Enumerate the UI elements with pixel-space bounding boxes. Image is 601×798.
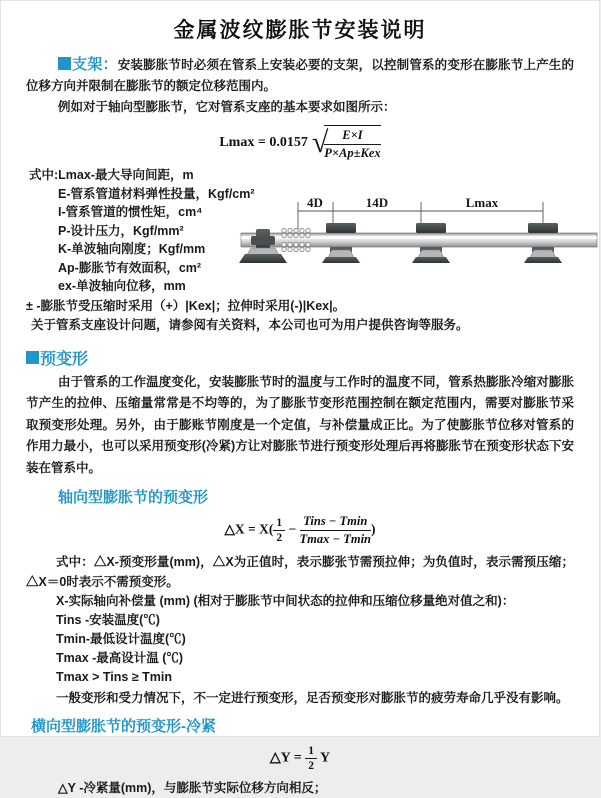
formula2-rhs: ) [371, 521, 376, 537]
support-section-label [58, 56, 118, 73]
definition-item: I-管系管道的惯性矩，cm⁴ [58, 205, 203, 219]
formula2-minus: − [288, 521, 297, 537]
formula2-temp-fraction: $\frac{\text{Tins − Tmin}}{Tmax - Tmin}$ [299, 514, 371, 546]
formula2-where-line: 式中：△X-预变形量(mm)，△X为正值时，表示膨张节需预拉伸；为负值时，表示需预压缩；△X＝0时表示不需预变形。 [26, 555, 574, 589]
formula2-lhs: △X = X( [224, 521, 274, 537]
formula3-half-fraction: $\frac{1}{2}$ [305, 745, 317, 772]
dim-label-lmax: Lmax [465, 195, 499, 210]
predeform-paragraph: 由于管系的工作温度变化，安装膨胀节时的温度与工作时的温度不同，管系热膨胀冷缩对膨胀节产生的拉伸、压缩量常常是不均等的，为了膨胀节变形范围控制在额定范围内，需要对膨胀节采取预变形处理。另外，由于膨账节刚度是一个定值，与补偿量成正比。为了使膨胀节位移对管系的作用力最小，也可以采用预变形(冷紧)方让对膨胀节进行预变形处理后再将膨胀节在预变形状态下安装在管系中。 [26, 374, 574, 475]
formula3-rhs: Y [319, 750, 331, 766]
formula1-numerator: E×I [324, 128, 380, 145]
consult-line: 关于管系支座设计问题，请参阅有关资料，本公司也可为用户提供咨询等服务。 [31, 317, 469, 332]
dim-label-14d: 14D [365, 195, 389, 210]
support-intro-paragraph [26, 54, 574, 97]
axial-predeform-formula [26, 514, 574, 547]
predeform-section-header [26, 346, 574, 369]
definition-item: Tins -安装温度(℃) [56, 613, 160, 627]
definition-item: Tmax > Tins ≥ Tmin [56, 670, 173, 684]
sqrt-radical-icon: √ [311, 126, 329, 159]
definition-item: Tmin-最低设计温度(℃) [56, 632, 186, 646]
pipe-support-pedestal [239, 248, 287, 263]
definition-item: K-单波轴向刚度；Kgf/mm [58, 242, 206, 256]
dim-label-4d: 4D [307, 195, 323, 210]
formula2-half-fraction: $\frac{1}{2}$ [273, 517, 285, 544]
formula1-lhs: Lmax = 0.0157 [219, 135, 308, 151]
definition-item: Ap-膨胀节有效面积，cm² [58, 260, 202, 275]
page-title: 金属波纹膨胀节安装说明 [173, 19, 427, 42]
formula1-radicand [324, 125, 380, 161]
definition-item: P-设计压力，Kgf/mm² [58, 223, 184, 238]
pipe-support-diagram [237, 192, 601, 294]
axial-predeform-heading: 轴向型膨胀节的预变形 [58, 489, 209, 506]
guide-spacing-formula [26, 125, 574, 161]
lateral-predeform-formula [26, 745, 574, 772]
y-definition-line: △Y -冷紧量(mm)，与膨胀节实际位移方向相反； [58, 781, 327, 795]
predeform-label-text: 预变形 [40, 350, 89, 368]
plus-minus-note: ± -膨胀节受压缩时采用（+）|Kex|；拉伸时采用(-)|Kex|。 [26, 298, 346, 313]
section-marker-icon [26, 351, 39, 364]
predeform-note-line: 一般变形和受力情况下，不一定进行预变形，足否预变形对膨胀节的疲劳寿命几乎没有影响。 [56, 691, 569, 705]
definition-item: ex-单波轴向位移，mm [58, 279, 186, 293]
support-label-text: 支架： [72, 56, 118, 73]
support-intro-text: 安装膨胀节时必须在管系上安装必要的支架，以控制管系的变形在膨胀节上产生的位移方向并限制在膨胀节的额定位移范围内。 [26, 58, 574, 93]
temperature-definition-list [56, 611, 574, 687]
support-example-line: 例如对于轴向型膨胀节，它对管系支座的基本要求如图所示： [58, 100, 396, 114]
formula1-denominator: P×Ap±Kex [324, 146, 381, 160]
definition-item: E-管系管道材料弹性投量，Kgf/cm² [58, 186, 255, 201]
section-marker-icon [58, 57, 71, 70]
definition-item: Tmax -最高设计温 (℃) [56, 651, 184, 665]
formula3-lhs: △Y = [269, 750, 302, 766]
lateral-predeform-heading: 横向型膨胀节的预变形-冷紧 [31, 718, 216, 735]
x-definition-line: X-实际轴向补偿量 (mm) (相对于膨胀节中间状态的拉伸和压缩位移量绝对值之和)： [56, 594, 515, 608]
formula1-where-intro: 式中:Lmax-最大导向间距，m [29, 168, 194, 182]
